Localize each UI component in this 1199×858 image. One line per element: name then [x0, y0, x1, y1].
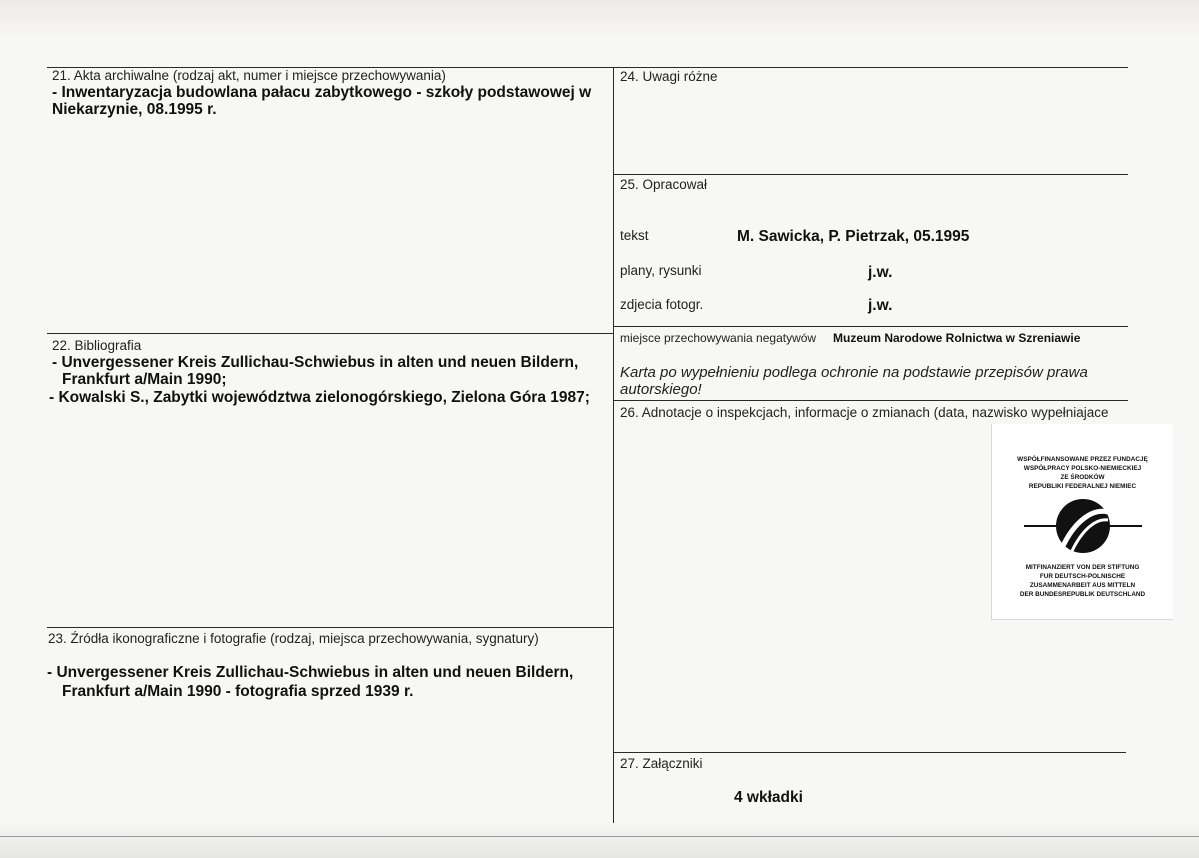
column-divider	[613, 67, 614, 823]
zdjecia-label: zdjecia fotogr.	[620, 297, 704, 312]
s22-divider	[47, 333, 613, 334]
s21-heading: 21. Akta archiwalne (rodzaj akt, numer i miejsce przechowywania)	[52, 68, 446, 83]
s22-item-1-line-2: Frankfurt a/Main 1990;	[62, 371, 227, 388]
negatywy-divider	[613, 326, 1128, 327]
s21-line-1: - Inwentaryzacja budowlana pałacu zabytkowego - szkoły podstawowej w	[52, 84, 592, 101]
copyright-note-line-1: Karta po wypełnieniu podlega ochronie na podstawie przepisów prawa	[620, 364, 1088, 381]
s27-heading: 27. Załączniki	[620, 756, 703, 771]
stamp-bottom-line-1: MITFINANZIERT VON DER STIFTUNG	[1025, 564, 1140, 571]
stamp-bottom-line-4: DER BUNDESREPUBLIK DEUTSCHLAND	[1019, 591, 1146, 598]
s22-item-1-line-1: - Unvergessener Kreis Zullichau-Schwiebus in alten und neuen Bildern,	[52, 354, 579, 371]
plany-value: j.w.	[868, 264, 893, 281]
stamp-top-line-1: WSPÓŁFINANSOWANE PRZEZ FUNDACJĘ	[1017, 456, 1148, 463]
stamp-bottom-line-3: ZUSAMMENARBEIT AUS MITTELN	[1029, 582, 1136, 589]
s25-heading: 25. Opracował	[620, 177, 708, 192]
s26-heading: 26. Adnotacje o inspekcjach, informacje o zmianach (data, nazwisko wypełniajace	[620, 405, 1109, 420]
tekst-value: M. Sawicka, P. Pietrzak, 05.1995	[737, 228, 970, 245]
bottom-border-line	[0, 836, 1199, 837]
s23-line-1: - Unvergessener Kreis Zullichau-Schwiebus in alten und neuen Bildern,	[47, 664, 574, 681]
stamp-top-line-2: WSPÓŁPRACY POLSKO-NIEMIECKIEJ	[1023, 465, 1142, 472]
copyright-note-line-2: autorskiego!	[620, 381, 702, 398]
s22-item-2: - Kowalski S., Zabytki województwa zielonogórskiego, Zielona Góra 1987;	[49, 389, 590, 406]
s23-heading: 23. Źródła ikonograficzne i fotografie (rodzaj, miejsca przechowywania, sygnatury)	[48, 631, 539, 646]
foundation-logo-icon	[1022, 496, 1144, 560]
stamp-top-line-3: ZE ŚRODKÓW	[1060, 474, 1105, 481]
s23-divider	[47, 627, 613, 628]
s25-divider	[613, 174, 1128, 175]
s23-line-2: Frankfurt a/Main 1990 - fotografia sprzed 1939 r.	[62, 683, 414, 700]
s27-value: 4 wkładki	[734, 789, 803, 806]
s27-divider	[613, 752, 1126, 753]
funding-stamp	[991, 424, 1173, 620]
zdjecia-value: j.w.	[868, 297, 893, 314]
s21-line-2: Niekarzynie, 08.1995 r.	[52, 101, 217, 118]
s24-heading: 24. Uwagi różne	[620, 69, 718, 84]
negatywy-label: miejsce przechowywania negatywów	[620, 331, 817, 345]
stamp-top-line-4: REPUBLIKI FEDERALNEJ NIEMIEC	[1028, 483, 1137, 490]
plany-label: plany, rysunki	[620, 263, 702, 278]
negatywy-value: Muzeum Narodowe Rolnictwa w Szreniawie	[833, 331, 1081, 345]
s26-divider	[613, 400, 1128, 401]
stamp-bottom-line-2: FUR DEUTSCH-POLNISCHE	[1039, 573, 1126, 580]
s22-heading: 22. Bibliografia	[52, 338, 142, 353]
tekst-label: tekst	[620, 228, 649, 243]
